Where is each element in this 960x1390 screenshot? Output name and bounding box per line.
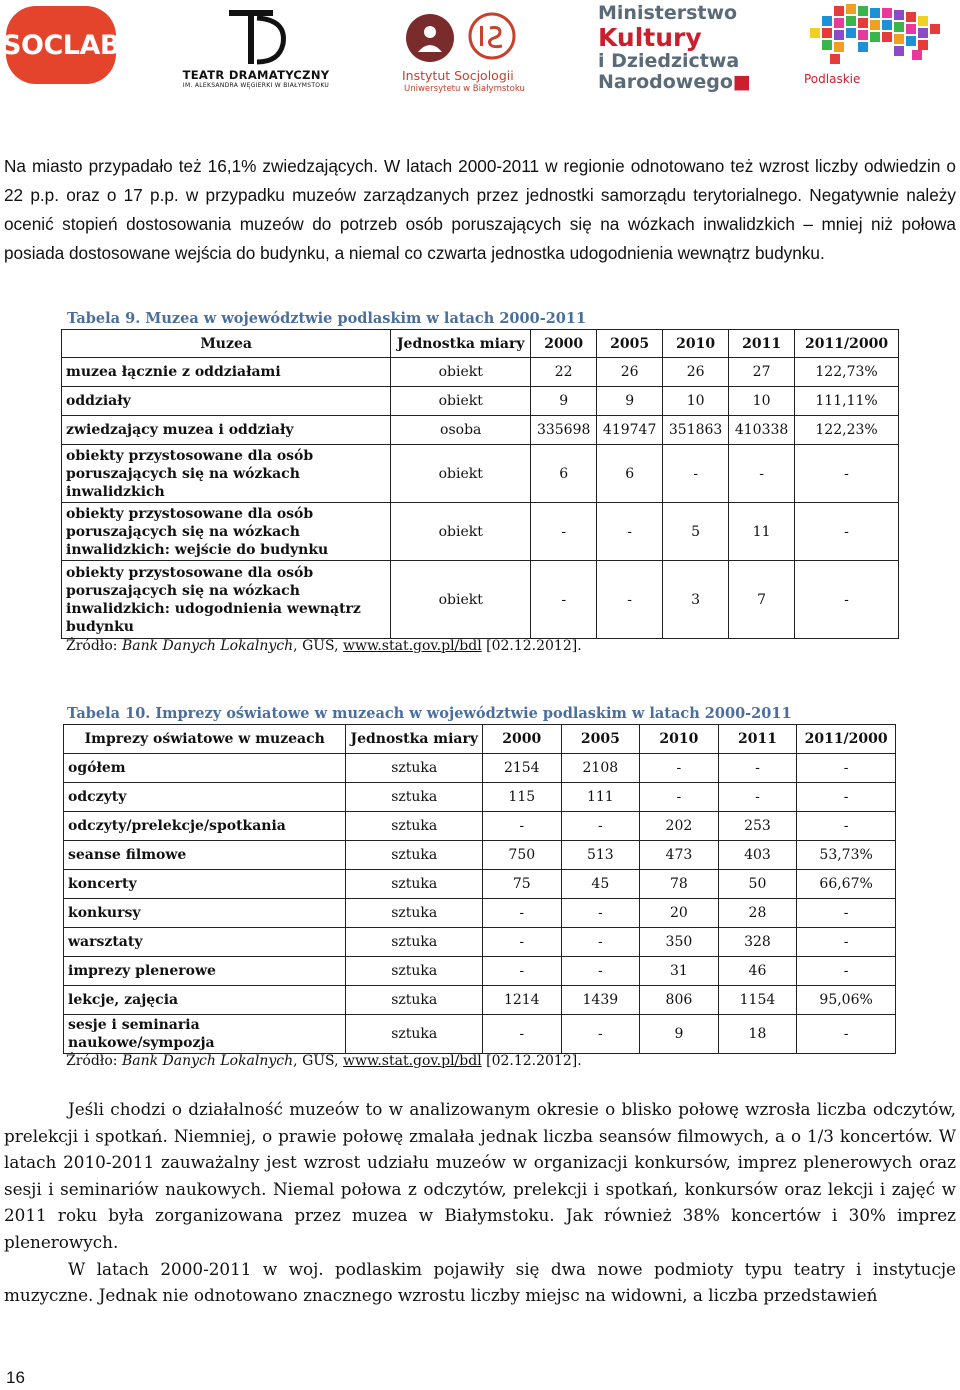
header-cell: 2005 bbox=[561, 725, 640, 754]
table-row bbox=[64, 812, 896, 841]
cell: 78 bbox=[640, 870, 719, 899]
cell: 95,06% bbox=[797, 986, 896, 1015]
cell: - bbox=[718, 754, 797, 783]
ministry-dot-icon: ■ bbox=[732, 71, 751, 93]
closing-paragraph-1: Jeśli chodzi o działalność muzeów to w analizowanym okresie o blisko połowę wzrosła liczba odczytów, prelekcji i spotkań. Niemniej, o prawie połowę zmalała jednak liczba seansów filmowych, a o 1/3 koncertów. W latach 2010-2011 zauważalny jest wzrost udziału muzeów w organizacji konkursów, imprez plenerowych oraz sesji i seminariów naukowych. Niemal połowa z odczytów, prelekcji i spotkań, konkursów oraz lekcji i zajęć w 2011 roku była zorganizowana przez muzea w Białymstoku. Jak również 38% koncertów i 30% imprez plenerowych. bbox=[4, 1099, 956, 1252]
cell: - bbox=[561, 812, 640, 841]
row-label: koncerty bbox=[64, 870, 346, 899]
podlaskie-label: Podlaskie bbox=[804, 72, 861, 86]
cell: 45 bbox=[561, 870, 640, 899]
table-row bbox=[62, 503, 899, 561]
row-label: obiekty przystosowane dla osób poruszających się na wózkach inwalidzkich: udogodnienia wewnątrz budynku bbox=[62, 561, 391, 639]
cell: - bbox=[531, 561, 597, 639]
cell: 253 bbox=[718, 812, 797, 841]
cell: 403 bbox=[718, 841, 797, 870]
cell: - bbox=[795, 561, 899, 639]
row-label: konkursy bbox=[64, 899, 346, 928]
cell: - bbox=[483, 899, 562, 928]
row-label: warsztaty bbox=[64, 928, 346, 957]
cell: 10 bbox=[729, 387, 795, 416]
cell: 20 bbox=[640, 899, 719, 928]
teatr-emblem-icon bbox=[221, 4, 291, 66]
cell: sztuka bbox=[346, 1015, 483, 1054]
cell: - bbox=[640, 783, 719, 812]
cell: 2154 bbox=[483, 754, 562, 783]
table-10 bbox=[63, 724, 896, 1054]
table-9 bbox=[61, 329, 899, 639]
header-cell: 2010 bbox=[640, 725, 719, 754]
table-header-row bbox=[64, 725, 896, 754]
cell: 31 bbox=[640, 957, 719, 986]
cell: 111 bbox=[561, 783, 640, 812]
header-cell: 2011 bbox=[729, 330, 795, 358]
cell: 806 bbox=[640, 986, 719, 1015]
source-title: Bank Danych Lokalnych bbox=[121, 638, 294, 654]
cell: 28 bbox=[718, 899, 797, 928]
cell: 75 bbox=[483, 870, 562, 899]
source-prefix: Źródło: bbox=[66, 638, 122, 654]
row-label: oddziały bbox=[62, 387, 391, 416]
soclab-logo: SOCLAB bbox=[6, 6, 116, 84]
cell: 7 bbox=[729, 561, 795, 639]
row-label: muzea łącznie z oddziałami bbox=[62, 358, 391, 387]
header-cell: 2011 bbox=[718, 725, 797, 754]
cell: 53,73% bbox=[797, 841, 896, 870]
table-10-caption: Tabela 10. Imprezy oświatowe w muzeach w województwie podlaskim w latach 2000-2011 bbox=[67, 705, 792, 722]
row-label: obiekty przystosowane dla osób poruszających się na wózkach inwalidzkich bbox=[62, 445, 391, 503]
intro-paragraph: Na miasto przypadało też 16,1% zwiedzających. W latach 2000-2011 w regionie odnotowano też wzrost liczby odwiedzin o 22 p.p. oraz o 17 p.p. w przypadku muzeów zarządzanych przez jednostki samorządu terytorialnego. Negatywnie należy ocenić stopień dostosowania muzeów do potrzeb osób poruszających się na wózkach inwalidzkich – mniej niż połowa posiada dostosowane wejścia do budynku, a niemal co czwarta jednostka udogodnienia wewnątrz budynku. bbox=[4, 156, 956, 263]
iss-subtitle: Uniwersytetu w Białymstoku bbox=[404, 84, 525, 94]
cell: sztuka bbox=[346, 928, 483, 957]
ministry-line-4 bbox=[598, 73, 768, 92]
table-row bbox=[64, 928, 896, 957]
source-link[interactable]: www.stat.gov.pl/bdl bbox=[343, 638, 482, 654]
cell: - bbox=[718, 783, 797, 812]
header-cell: Muzea bbox=[62, 330, 391, 358]
cell: 9 bbox=[597, 387, 663, 416]
teatr-name: TEATR DRAMATYCZNY bbox=[182, 68, 330, 82]
podlaskie-bison-mosaic-icon bbox=[800, 2, 958, 72]
cell: - bbox=[797, 754, 896, 783]
cell: - bbox=[483, 957, 562, 986]
cell: 350 bbox=[640, 928, 719, 957]
table-row bbox=[64, 899, 896, 928]
table-9-source bbox=[66, 638, 582, 654]
cell: sztuka bbox=[346, 812, 483, 841]
table-row bbox=[62, 561, 899, 639]
table-header-row bbox=[62, 330, 899, 358]
source-title: Bank Danych Lokalnych bbox=[121, 1053, 294, 1069]
source-date: [02.12.2012]. bbox=[481, 1053, 582, 1069]
cell: obiekt bbox=[391, 445, 531, 503]
teatr-dramatyczny-logo bbox=[176, 4, 336, 96]
cell: 18 bbox=[718, 1015, 797, 1054]
source-date: [02.12.2012]. bbox=[481, 638, 582, 654]
cell: 473 bbox=[640, 841, 719, 870]
cell: - bbox=[797, 899, 896, 928]
cell: sztuka bbox=[346, 754, 483, 783]
cell: - bbox=[531, 503, 597, 561]
cell: sztuka bbox=[346, 783, 483, 812]
cell: 5 bbox=[663, 503, 729, 561]
table-row bbox=[64, 870, 896, 899]
header-cell: Jednostka miary bbox=[391, 330, 531, 358]
ministry-line-4-text: Narodowego bbox=[598, 71, 733, 93]
header-cell: 2005 bbox=[597, 330, 663, 358]
cell: - bbox=[797, 783, 896, 812]
cell: osoba bbox=[391, 416, 531, 445]
source-publisher: , GUS, bbox=[293, 638, 344, 654]
cell: 513 bbox=[561, 841, 640, 870]
logo-header bbox=[0, 0, 960, 110]
table-row bbox=[64, 783, 896, 812]
cell: - bbox=[795, 503, 899, 561]
header-cell: 2010 bbox=[663, 330, 729, 358]
cell: - bbox=[663, 445, 729, 503]
instytut-socjologii-logo bbox=[396, 8, 526, 98]
cell: sztuka bbox=[346, 957, 483, 986]
cell: - bbox=[483, 928, 562, 957]
cell: 122,23% bbox=[795, 416, 899, 445]
table-row bbox=[64, 957, 896, 986]
table-10-source bbox=[66, 1053, 582, 1069]
header-cell: 2000 bbox=[483, 725, 562, 754]
closing-paragraph-2: W latach 2000-2011 w woj. podlaskim pojawiły się dwa nowe podmioty typu teatry i instytucje muzyczne. Jednak nie odnotowano znacznego wzrostu liczby miejsc na widowni, a liczba przedstawień bbox=[4, 1258, 956, 1306]
row-label: ogółem bbox=[64, 754, 346, 783]
cell: - bbox=[597, 503, 663, 561]
cell: 335698 bbox=[531, 416, 597, 445]
cell: 26 bbox=[597, 358, 663, 387]
row-label: odczyty/prelekcje/spotkania bbox=[64, 812, 346, 841]
cell: - bbox=[483, 1015, 562, 1054]
ministry-line-1: Ministerstwo bbox=[598, 2, 738, 24]
cell: 122,73% bbox=[795, 358, 899, 387]
cell: sztuka bbox=[346, 899, 483, 928]
cell: obiekt bbox=[391, 503, 531, 561]
cell: 9 bbox=[531, 387, 597, 416]
row-label: sesje i seminaria naukowe/sympozja bbox=[64, 1015, 346, 1054]
cell: - bbox=[483, 812, 562, 841]
cell: sztuka bbox=[346, 986, 483, 1015]
source-prefix: Źródło: bbox=[66, 1053, 122, 1069]
cell: 66,67% bbox=[797, 870, 896, 899]
cell: 22 bbox=[531, 358, 597, 387]
row-label: imprezy plenerowe bbox=[64, 957, 346, 986]
source-publisher: , GUS, bbox=[293, 1053, 344, 1069]
cell: 111,11% bbox=[795, 387, 899, 416]
cell: - bbox=[561, 928, 640, 957]
cell: 202 bbox=[640, 812, 719, 841]
cell: 46 bbox=[718, 957, 797, 986]
source-link[interactable]: www.stat.gov.pl/bdl bbox=[343, 1053, 482, 1069]
cell: - bbox=[561, 899, 640, 928]
cell: 26 bbox=[663, 358, 729, 387]
cell: sztuka bbox=[346, 870, 483, 899]
table-9-caption: Tabela 9. Muzea w województwie podlaskim w latach 2000-2011 bbox=[67, 310, 587, 327]
row-label: obiekty przystosowane dla osób poruszających się na wózkach inwalidzkich: wejście do budynku bbox=[62, 503, 391, 561]
cell: obiekt bbox=[391, 358, 531, 387]
row-label: lekcje, zajęcia bbox=[64, 986, 346, 1015]
cell: 1214 bbox=[483, 986, 562, 1015]
iss-name: Instytut Socjologii bbox=[402, 68, 514, 83]
table-row bbox=[64, 1015, 896, 1054]
cell: 27 bbox=[729, 358, 795, 387]
cell: 9 bbox=[640, 1015, 719, 1054]
cell: - bbox=[795, 445, 899, 503]
teatr-subtitle: IM. ALEKSANDRA WĘGIERKI W BIAŁYMSTOKU bbox=[182, 82, 330, 89]
cell: 6 bbox=[531, 445, 597, 503]
row-label: seanse filmowe bbox=[64, 841, 346, 870]
cell: 419747 bbox=[597, 416, 663, 445]
cell: obiekt bbox=[391, 561, 531, 639]
cell: 410338 bbox=[729, 416, 795, 445]
cell: - bbox=[597, 561, 663, 639]
row-label: odczyty bbox=[64, 783, 346, 812]
header-cell: Jednostka miary bbox=[346, 725, 483, 754]
cell: 3 bbox=[663, 561, 729, 639]
iss-emblem-icon bbox=[396, 8, 526, 68]
table-row bbox=[64, 841, 896, 870]
cell: 11 bbox=[729, 503, 795, 561]
cell: 1439 bbox=[561, 986, 640, 1015]
ministry-logo bbox=[598, 4, 768, 92]
cell: 351863 bbox=[663, 416, 729, 445]
cell: - bbox=[797, 928, 896, 957]
table-row bbox=[62, 416, 899, 445]
cell: - bbox=[729, 445, 795, 503]
ministry-line-2: Kultury bbox=[598, 23, 702, 52]
cell: 2108 bbox=[561, 754, 640, 783]
table-row bbox=[62, 445, 899, 503]
cell: 1154 bbox=[718, 986, 797, 1015]
cell: - bbox=[797, 957, 896, 986]
cell: sztuka bbox=[346, 841, 483, 870]
header-cell: 2011/2000 bbox=[797, 725, 896, 754]
cell: - bbox=[640, 754, 719, 783]
cell: 328 bbox=[718, 928, 797, 957]
cell: 115 bbox=[483, 783, 562, 812]
table-row bbox=[64, 986, 896, 1015]
cell: obiekt bbox=[391, 387, 531, 416]
closing-text bbox=[4, 1096, 956, 1309]
cell: - bbox=[561, 1015, 640, 1054]
table-row bbox=[62, 358, 899, 387]
cell: - bbox=[561, 957, 640, 986]
cell: - bbox=[797, 812, 896, 841]
cell: - bbox=[797, 1015, 896, 1054]
row-label: zwiedzający muzea i oddziały bbox=[62, 416, 391, 445]
cell: 750 bbox=[483, 841, 562, 870]
cell: 10 bbox=[663, 387, 729, 416]
page-number: 16 bbox=[6, 1368, 25, 1387]
header-cell: Imprezy oświatowe w muzeach bbox=[64, 725, 346, 754]
podlaskie-logo bbox=[800, 2, 958, 92]
table-row bbox=[62, 387, 899, 416]
header-cell: 2000 bbox=[531, 330, 597, 358]
ministry-line-3: i Dziedzictwa bbox=[598, 50, 740, 72]
cell: 50 bbox=[718, 870, 797, 899]
header-cell: 2011/2000 bbox=[795, 330, 899, 358]
table-row bbox=[64, 754, 896, 783]
cell: 6 bbox=[597, 445, 663, 503]
